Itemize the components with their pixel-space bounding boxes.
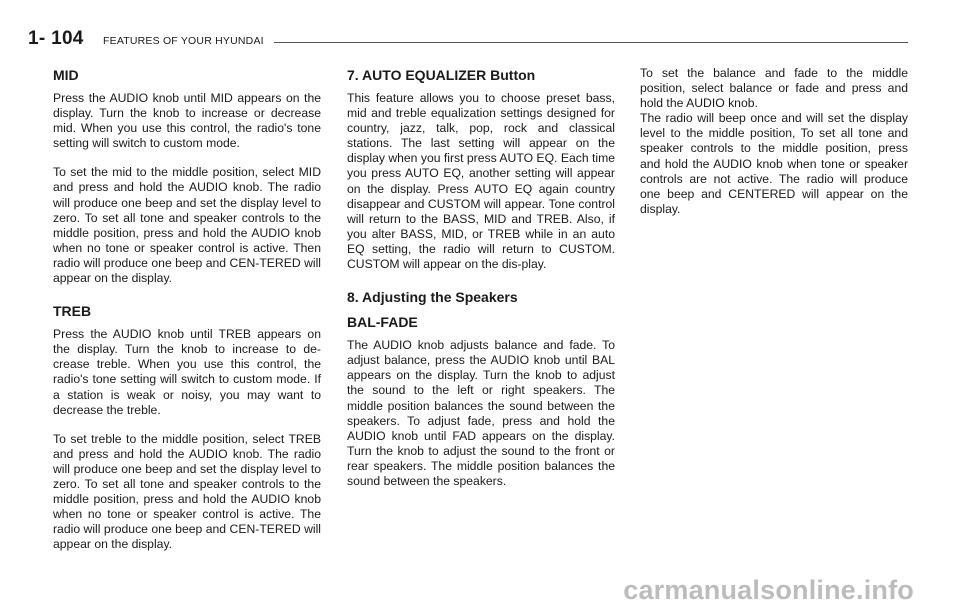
header-rule bbox=[274, 42, 908, 43]
mid-paragraph-2: To set the mid to the middle position, select MID and press and hold the AUDIO knob. The radio will produce one beep and set the display level to zero. To set all tone and speaker controls to the middle position, press and hold the AUDIO knob when no tone or speaker control is active. Then radio will produce one beep and CEN-TERED will appear on the display. bbox=[53, 165, 321, 286]
page-number: 1- 104 bbox=[28, 28, 84, 49]
balance-fade-center-paragraph-1: To set the balance and fade to the middle position, select balance or fade and press and hold the AUDIO knob. bbox=[640, 66, 908, 111]
column-middle bbox=[347, 66, 615, 489]
column-right bbox=[640, 66, 908, 217]
column-left bbox=[53, 66, 321, 552]
auto-equalizer-paragraph: This feature allows you to choose preset bass, mid and treble equalization settings designed for country, jazz, talk, pop, rock and classical stations. The last setting will appear on the display when you first press AUTO EQ. Each time you press AUTO EQ, another setting will appear on the display. Press AUTO EQ again country disappear and CUSTOM will appear. Tone control will return to the BASS, MID and TREB. Also, if you alter BASS, MID, or TREB while in an auto EQ setting, the radio will return to CUSTOM. CUSTOM will appear on the dis-play. bbox=[347, 91, 616, 272]
bal-fade-paragraph: The AUDIO knob adjusts balance and fade. To adjust balance, press the AUDIO knob until BAL appears on the display. Turn the knob to adjust the sound to the left or right speakers. The middle position balances the sound between the speakers. To adjust fade, press and hold the AUDIO knob until FAD appears on the display. Turn the knob to adjust the sound to the front or rear speakers. The middle position balances the sound between the speakers. bbox=[347, 338, 615, 488]
treb-heading: TREB bbox=[53, 303, 92, 320]
mid-paragraph-1: Press the AUDIO knob until MID appears on the display. Turn the knob to increase or decrease mid. When you use this control, the radio's tone setting will switch to custom mode. bbox=[53, 91, 321, 151]
page-header bbox=[28, 28, 908, 54]
auto-equalizer-heading: 7. AUTO EQUALIZER Button bbox=[347, 67, 536, 83]
adjusting-speakers-heading: 8. Adjusting the Speakers bbox=[347, 289, 518, 306]
balance-fade-center-paragraph-2: The radio will beep once and will set the display level to the middle position, To set all tone and speaker controls to the middle position, press and hold the AUDIO knob when tone or speaker controls are not active. The radio will produce one beep and CENTERED will appear on the display. bbox=[640, 111, 908, 216]
watermark: carmanualsonline.info bbox=[623, 575, 914, 605]
section-title: FEATURES OF YOUR HYUNDAI bbox=[103, 35, 264, 47]
treb-paragraph-2: To set treble to the middle position, select TREB and press and hold the AUDIO knob. The radio will produce one beep and set the display level to zero. To set all tone and speaker controls to the middle position, press and hold the AUDIO knob when no tone or speaker control is active. The radio will produce one beep and CEN-TERED will appear on the display. bbox=[53, 431, 321, 552]
treb-paragraph-1: Press the AUDIO knob until TREB appears on the display. Turn the knob to increase to de-crease treble. When you use this control, the radio's tone setting will switch to custom mode. If a station is weak or noisy, you may want to decrease the treble. bbox=[53, 327, 321, 417]
mid-heading: MID bbox=[53, 67, 79, 83]
bal-fade-heading: BAL-FADE bbox=[347, 314, 418, 331]
